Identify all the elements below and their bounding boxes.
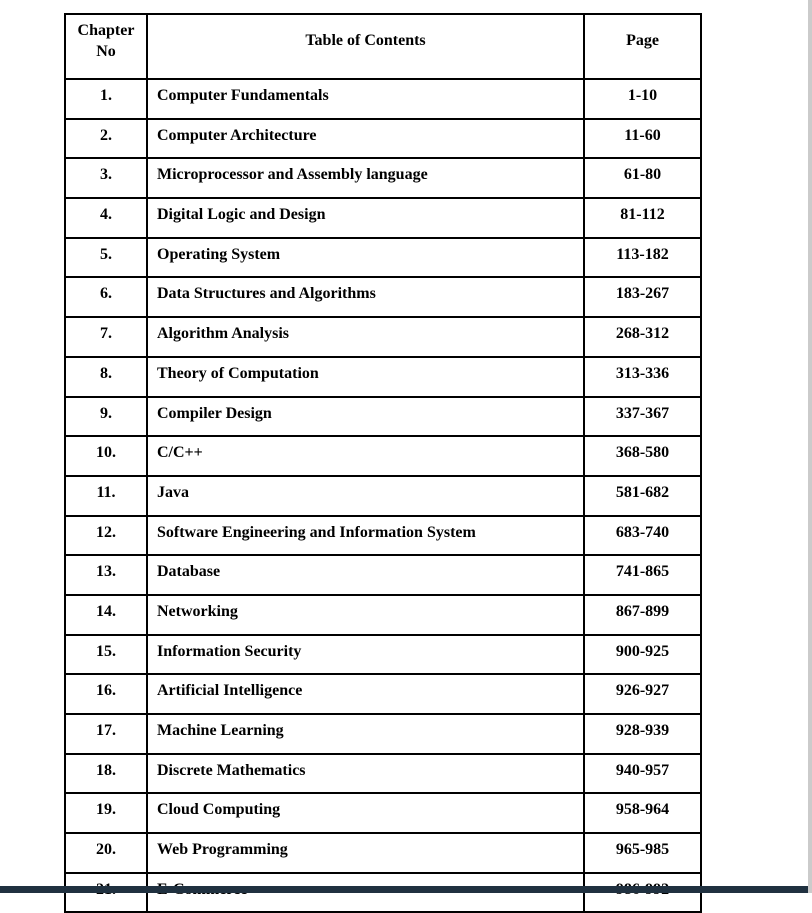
table-row	[65, 674, 701, 714]
chapter-number-cell: 14.	[65, 595, 147, 635]
table-row	[65, 714, 701, 754]
chapter-number-cell: 13.	[65, 555, 147, 595]
table-row	[65, 158, 701, 198]
chapter-number-cell: 20.	[65, 833, 147, 873]
chapter-title-cell: Information Security	[147, 635, 584, 675]
page-range-cell: 741-865	[584, 555, 701, 595]
bottom-bar	[0, 886, 808, 893]
chapter-number-cell: 5.	[65, 238, 147, 278]
chapter-title-cell: Machine Learning	[147, 714, 584, 754]
page-range-cell: 867-899	[584, 595, 701, 635]
chapter-title-cell: Microprocessor and Assembly language	[147, 158, 584, 198]
chapter-number-cell: 12.	[65, 516, 147, 556]
chapter-title-cell: Database	[147, 555, 584, 595]
chapter-number-cell: 10.	[65, 436, 147, 476]
chapter-title-cell: Software Engineering and Information System	[147, 516, 584, 556]
page-range-cell: 11-60	[584, 119, 701, 159]
page-range-cell: 958-964	[584, 793, 701, 833]
chapter-title-cell: Networking	[147, 595, 584, 635]
chapter-number-cell: 3.	[65, 158, 147, 198]
table-row	[65, 476, 701, 516]
chapter-number-cell: 17.	[65, 714, 147, 754]
table-row	[65, 277, 701, 317]
chapter-number-cell: 11.	[65, 476, 147, 516]
table-row	[65, 238, 701, 278]
chapter-title-cell: C/C++	[147, 436, 584, 476]
page-range-cell: 683-740	[584, 516, 701, 556]
page-range-cell: 183-267	[584, 277, 701, 317]
chapter-title-cell: Computer Architecture	[147, 119, 584, 159]
chapter-title-cell: Data Structures and Algorithms	[147, 277, 584, 317]
chapter-number-cell: 18.	[65, 754, 147, 794]
page-range-cell: 900-925	[584, 635, 701, 675]
table-row	[65, 119, 701, 159]
chapter-number-cell: 6.	[65, 277, 147, 317]
page-range-cell: 926-927	[584, 674, 701, 714]
header-page: Page	[584, 14, 701, 79]
table-row	[65, 516, 701, 556]
table-row	[65, 754, 701, 794]
table-row	[65, 833, 701, 873]
page-range-cell: 313-336	[584, 357, 701, 397]
table-row	[65, 79, 701, 119]
page-range-cell: 268-312	[584, 317, 701, 357]
table-row	[65, 436, 701, 476]
table-row	[65, 397, 701, 437]
chapter-title-cell: Digital Logic and Design	[147, 198, 584, 238]
page-range-cell: 940-957	[584, 754, 701, 794]
table-row	[65, 198, 701, 238]
table-row	[65, 793, 701, 833]
header-chapter-no: Chapter No	[65, 14, 147, 79]
chapter-title-cell: Algorithm Analysis	[147, 317, 584, 357]
table-row	[65, 317, 701, 357]
table-row	[65, 595, 701, 635]
page-range-cell: 81-112	[584, 198, 701, 238]
table-row	[65, 357, 701, 397]
chapter-number-cell: 7.	[65, 317, 147, 357]
chapter-title-cell: Artificial Intelligence	[147, 674, 584, 714]
chapter-number-cell: 15.	[65, 635, 147, 675]
page-range-cell: 581-682	[584, 476, 701, 516]
table-header-row	[65, 14, 701, 79]
chapter-number-cell: 4.	[65, 198, 147, 238]
chapter-title-cell: Discrete Mathematics	[147, 754, 584, 794]
table-row	[65, 555, 701, 595]
chapter-title-cell: Cloud Computing	[147, 793, 584, 833]
chapter-title-cell: Web Programming	[147, 833, 584, 873]
chapter-number-cell: 19.	[65, 793, 147, 833]
toc-table	[64, 13, 702, 913]
page-range-cell: 113-182	[584, 238, 701, 278]
chapter-title-cell: Operating System	[147, 238, 584, 278]
chapter-number-cell: 16.	[65, 674, 147, 714]
header-table-of-contents: Table of Contents	[147, 14, 584, 79]
scrollbar-track[interactable]	[808, 0, 812, 893]
page-range-cell: 965-985	[584, 833, 701, 873]
chapter-number-cell: 1.	[65, 79, 147, 119]
chapter-number-cell: 9.	[65, 397, 147, 437]
chapter-title-cell: Java	[147, 476, 584, 516]
chapter-title-cell: Theory of Computation	[147, 357, 584, 397]
page-range-cell: 337-367	[584, 397, 701, 437]
chapter-title-cell: Computer Fundamentals	[147, 79, 584, 119]
page-range-cell: 61-80	[584, 158, 701, 198]
chapter-title-cell: Compiler Design	[147, 397, 584, 437]
page-range-cell: 928-939	[584, 714, 701, 754]
chapter-number-cell: 2.	[65, 119, 147, 159]
page-range-cell: 368-580	[584, 436, 701, 476]
page-range-cell: 1-10	[584, 79, 701, 119]
table-row	[65, 635, 701, 675]
chapter-number-cell: 8.	[65, 357, 147, 397]
